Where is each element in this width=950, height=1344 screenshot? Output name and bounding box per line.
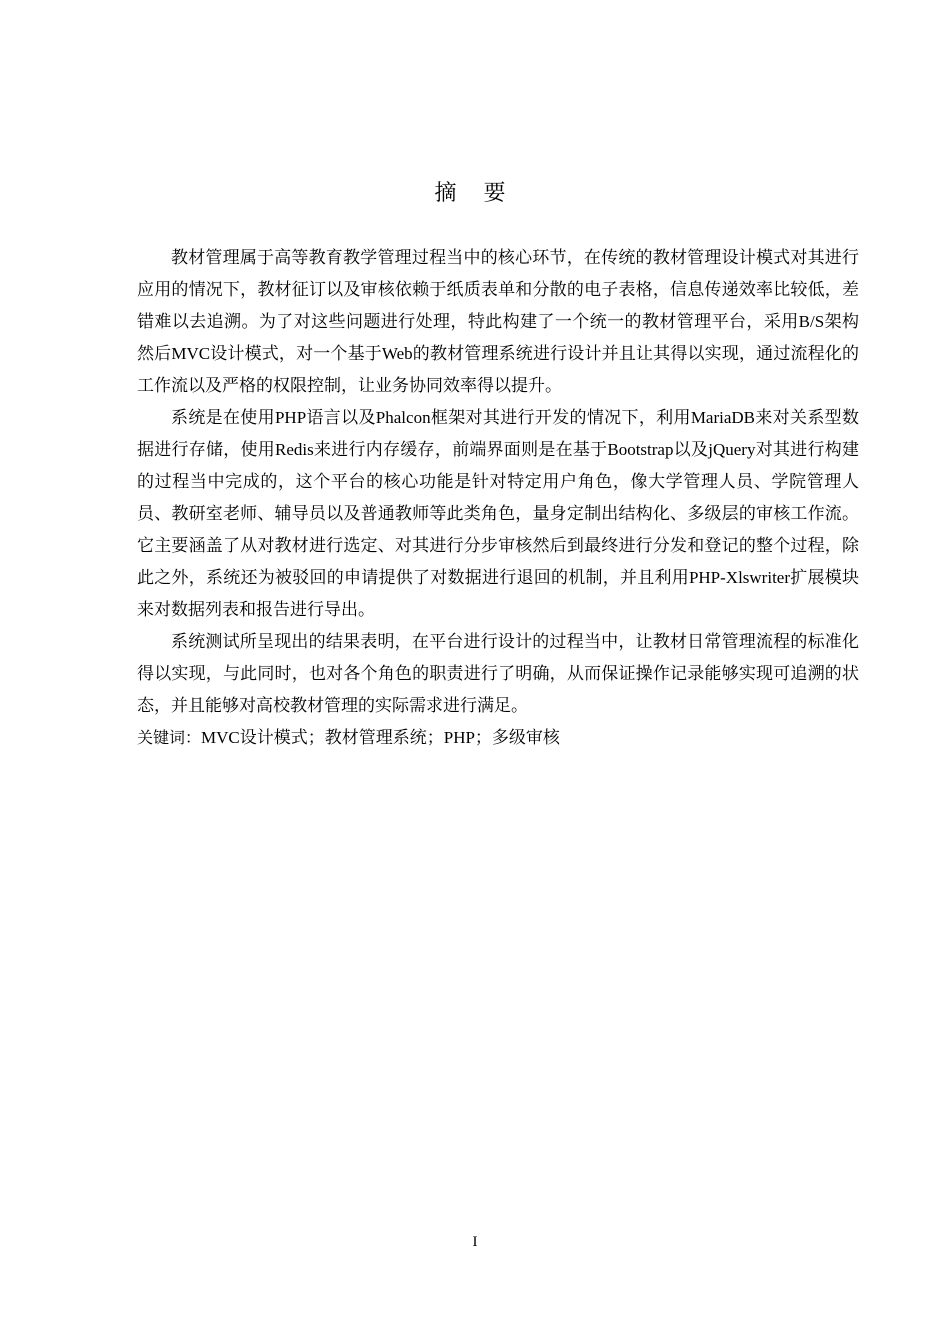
abstract-paragraph-2: 系统是在使用PHP语言以及Phalcon框架对其进行开发的情况下，利用MariaDB来对关系型数据进行存储，使用Redis来进行内存缓存，前端界面则是在基于Bootstrap以及jQuery对其进行构建的过程当中完成的，这个平台的核心功能是针对特定用户角色，像大学管理人员、学院管理人员、教研室老师、辅导员以及普通教师等此类角色，量身定制出结构化、多级层的审核工作流。它主要涵盖了从对教材进行选定、对其进行分步审核然后到最终进行分发和登记的整个过程，除此之外，系统还为被驳回的申请提供了对数据进行退回的机制，并且利用PHP-Xlswriter扩展模块来对数据列表和报告进行导出。: [137, 408, 859, 619]
keywords-text: MVC设计模式；教材管理系统；PHP；多级审核: [201, 728, 560, 747]
abstract-title: 摘 要: [434, 181, 516, 206]
keywords-line: [137, 722, 859, 754]
keywords-label: 关键词：: [137, 728, 202, 747]
page-number: I: [472, 1234, 478, 1250]
abstract-paragraph-1: 教材管理属于高等教育教学管理过程当中的核心环节，在传统的教材管理设计模式对其进行应用的情况下，教材征订以及审核依赖于纸质表单和分散的电子表格，信息传递效率比较低，差错难以去追溯。为了对这些问题进行处理，特此构建了一个统一的教材管理平台，采用B/S架构然后MVC设计模式，对一个基于Web的教材管理系统进行设计并且让其得以实现，通过流程化的工作流以及严格的权限控制，让业务协同效率得以提升。: [137, 248, 859, 395]
abstract-paragraph-3: 系统测试所呈现出的结果表明，在平台进行设计的过程当中，让教材日常管理流程的标准化得以实现，与此同时，也对各个角色的职责进行了明确，从而保证操作记录能够实现可追溯的状态，并且能够对高校教材管理的实际需求进行满足。: [137, 632, 859, 715]
abstract-body: [137, 242, 859, 754]
